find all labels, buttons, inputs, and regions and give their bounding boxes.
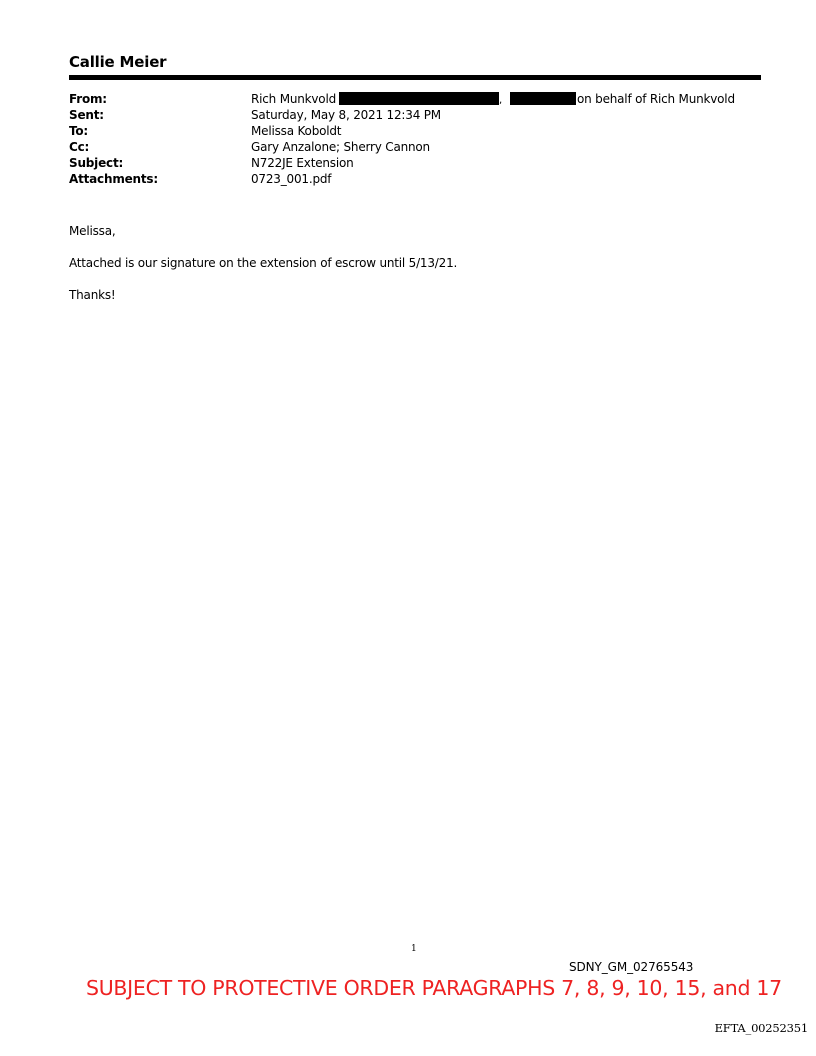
email-message: Attached is our signature on the extension of escrow until 5/13/21.	[69, 256, 458, 270]
from-label: From:	[69, 92, 107, 106]
attachments-label: Attachments:	[69, 172, 158, 186]
subject-value: N722JE Extension	[251, 156, 354, 170]
email-closing: Thanks!	[69, 288, 116, 302]
efta-identifier: EFTA_00252351	[714, 1021, 808, 1035]
redaction-box	[339, 92, 499, 105]
redaction-box	[510, 92, 576, 105]
header-divider	[69, 75, 761, 80]
to-label: To:	[69, 124, 89, 138]
bates-number: SDNY_GM_02765543	[569, 960, 694, 974]
attachments-row	[69, 171, 761, 187]
protective-order-notice: SUBJECT TO PROTECTIVE ORDER PARAGRAPHS 7, 8, 9, 10, 15, and 17	[86, 976, 782, 1000]
to-value: Melissa Koboldt	[251, 124, 342, 138]
mailbox-owner-name: Callie Meier	[69, 53, 167, 71]
sent-row	[69, 107, 761, 123]
attachment-filename[interactable]: 0723_001.pdf	[251, 172, 332, 186]
sent-value: Saturday, May 8, 2021 12:34 PM	[251, 108, 441, 122]
page-number: 1	[411, 944, 417, 954]
cc-row	[69, 139, 761, 155]
from-separator: ,	[499, 95, 502, 106]
to-row	[69, 123, 761, 139]
from-value	[251, 91, 735, 107]
cc-value: Gary Anzalone; Sherry Cannon	[251, 140, 430, 154]
email-body	[69, 223, 749, 319]
subject-label: Subject:	[69, 156, 124, 170]
from-name: Rich Munkvold	[251, 92, 336, 106]
from-row	[69, 91, 761, 107]
sent-label: Sent:	[69, 108, 104, 122]
email-greeting: Melissa,	[69, 224, 116, 238]
email-headers	[69, 91, 761, 187]
from-on-behalf: on behalf of Rich Munkvold	[576, 92, 735, 106]
cc-label: Cc:	[69, 140, 90, 154]
subject-row	[69, 155, 761, 171]
